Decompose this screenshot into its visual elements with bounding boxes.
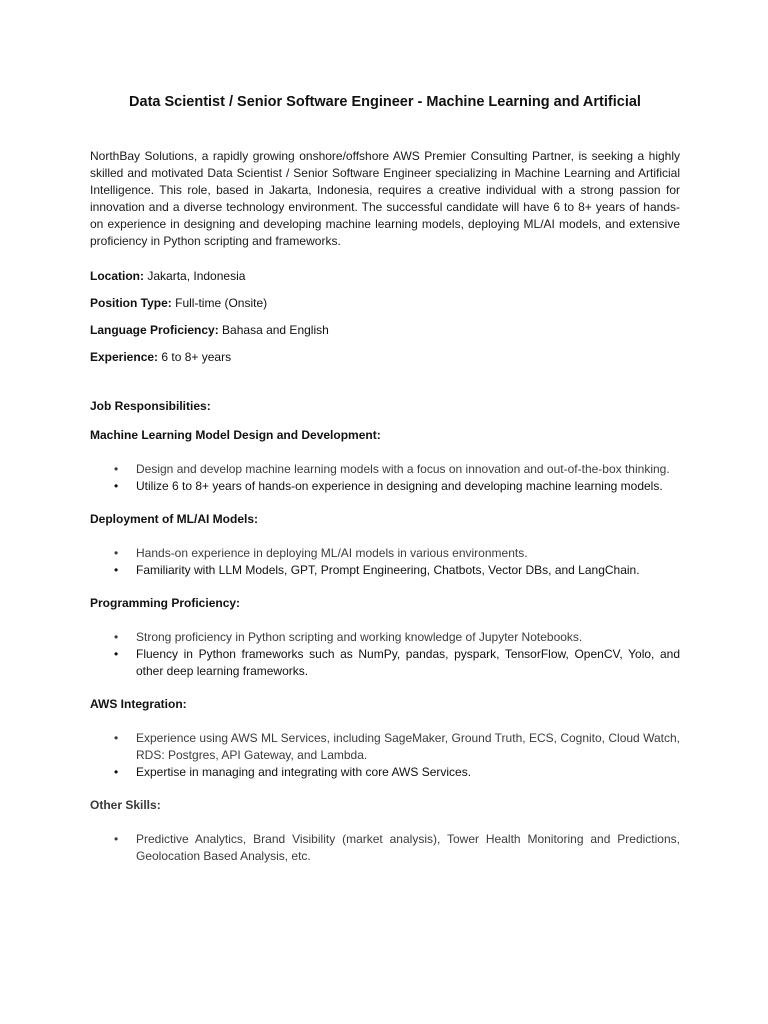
bullet-icon: • <box>114 647 119 661</box>
bullet-list <box>90 545 680 579</box>
document-title: Data Scientist / Senior Software Engineer - Machine Learning and Artificial <box>129 94 641 110</box>
bullet-icon: • <box>114 832 119 846</box>
list-item <box>90 629 680 646</box>
list-item-text: Familiarity with LLM Models, GPT, Prompt Engineering, Chatbots, Vector DBs, and LangChain. <box>136 563 640 577</box>
fact-value: Jakarta, Indonesia <box>147 269 246 283</box>
list-item <box>90 478 680 495</box>
responsibilities-heading: Job Responsibilities: <box>90 399 211 413</box>
bullet-list <box>90 461 680 495</box>
section-heading: AWS Integration: <box>90 697 187 711</box>
bullet-list <box>90 629 680 680</box>
bullet-icon: • <box>114 479 119 493</box>
bullet-icon: • <box>114 462 119 476</box>
list-item <box>90 461 680 478</box>
fact-value: 6 to 8+ years <box>161 350 232 364</box>
fact-language <box>90 322 680 349</box>
bullet-icon: • <box>114 630 119 644</box>
bullet-icon: • <box>114 765 119 779</box>
list-item-text: Hands-on experience in deploying ML/AI models in various environments. <box>136 546 528 560</box>
job-facts <box>90 268 680 376</box>
fact-label: Location: <box>90 269 144 283</box>
fact-value: Full-time (Onsite) <box>175 296 268 310</box>
list-item <box>90 730 680 764</box>
fact-label: Language Proficiency: <box>90 323 219 337</box>
list-item-text: Design and develop machine learning models with a focus on innovation and out-of-the-box thinking. <box>136 462 670 476</box>
section-heading: Other Skills: <box>90 798 161 812</box>
list-item-text: Predictive Analytics, Brand Visibility (market analysis), Tower Health Monitoring and Predictions, Geolocation Based Analysis, etc. <box>136 832 680 863</box>
list-item <box>90 545 680 562</box>
fact-position-type <box>90 295 680 322</box>
list-item <box>90 562 680 579</box>
list-item <box>90 831 680 865</box>
bullet-list <box>90 730 680 781</box>
fact-location <box>90 268 680 295</box>
bullet-list <box>90 831 680 865</box>
list-item-text: Expertise in managing and integrating with core AWS Services. <box>136 765 472 779</box>
fact-value: Bahasa and English <box>222 323 329 337</box>
list-item <box>90 764 680 781</box>
bullet-icon: • <box>114 563 119 577</box>
section-heading: Machine Learning Model Design and Development: <box>90 428 381 442</box>
list-item-text: Strong proficiency in Python scripting and working knowledge of Jupyter Notebooks. <box>136 630 583 644</box>
document-content <box>90 92 680 881</box>
section-heading: Programming Proficiency: <box>90 596 241 610</box>
intro-paragraph: NorthBay Solutions, a rapidly growing onshore/offshore AWS Premier Consulting Partner, is seeking a highly skilled and motivated Data Scientist / Senior Software Engineer specializing in Machine Learning and Artificial Intelligence. This role, based in Jakarta, Indonesia, requires a creative individual with a strong passion for innovation and a diverse technology environment. The successful candidate will have 6 to 8+ years of hands-on experience in designing and developing machine learning models, deploying ML/AI models, and extensive proficiency in Python scripting and frameworks. <box>90 149 680 248</box>
bullet-icon: • <box>114 546 119 560</box>
bullet-icon: • <box>114 731 119 745</box>
list-item-text: Utilize 6 to 8+ years of hands-on experience in designing and developing machine learning models. <box>136 479 663 493</box>
list-item <box>90 646 680 680</box>
fact-label: Position Type: <box>90 296 172 310</box>
list-item-text: Fluency in Python frameworks such as NumPy, pandas, pyspark, TensorFlow, OpenCV, Yolo, and other deep learning frameworks. <box>136 647 680 678</box>
section-heading: Deployment of ML/AI Models: <box>90 512 258 526</box>
list-item-text: Experience using AWS ML Services, including SageMaker, Ground Truth, ECS, Cognito, Cloud Watch, RDS: Postgres, API Gateway, and Lambda. <box>136 731 680 762</box>
fact-experience <box>90 349 680 376</box>
fact-label: Experience: <box>90 350 159 364</box>
